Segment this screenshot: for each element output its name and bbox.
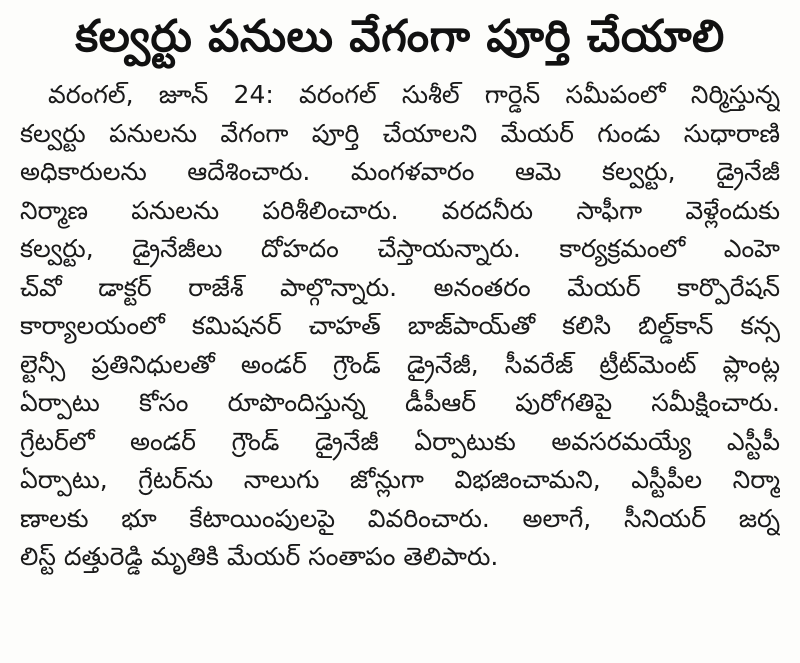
article-line-3: అధికారులను ఆదేశించారు. మంగళవారం ఆమె కల్వర్టు, డ్రైనేజీ: [20, 157, 780, 186]
article-line-7: కార్యాలయంలో కమిషనర్ చాహత్ బాజ్‌పాయ్‌తో కలిసి బిల్డ్‌కాన్ కన్స: [20, 311, 780, 340]
article-line-13: లిస్ట్ దత్తురెడ్డి మృతికి మేయర్ సంతాపం తెలిపారు.: [20, 542, 499, 571]
article-line-1: వరంగల్, జూన్ 24: వరంగల్ సుశీల్ గార్డెన్ సమీపంలో నిర్మిస్తున్న: [48, 80, 780, 109]
article-line-4: నిర్మాణ పనులను పరిశీలించారు. వరదనీరు సాఫీగా వెళ్లేందుకు: [20, 195, 780, 225]
article-line-8: ల్టెన్సీ ప్రతినిధులతో అండర్ గ్రౌండ్ డ్రైనేజీ, సీవరేజ్ ట్రీట్‌మెంట్ ప్లాంట్ల: [20, 349, 780, 379]
article-body: [20, 76, 780, 577]
article-line-11: ఏర్పాటు, గ్రేటర్‌ను నాలుగు జోన్లుగా విభజించామని, ఎస్టీపీల నిర్మా: [20, 465, 780, 494]
article-line-12: ణాలకు భూ కేటాయింపులపై వివరించారు. అలాగే, సీనియర్ జర్న: [20, 503, 780, 533]
article-headline: కల్వర్టు పనులు వేగంగా పూర్తి చేయాలి: [75, 11, 725, 62]
article-line-10: గ్రేటర్‌లో అండర్ గ్రౌండ్ డ్రైనేజీ ఏర్పాటుకు అవసరమయ్యే ఎస్టీపీ: [20, 426, 780, 456]
article-line-6: చ్‌వో డాక్టర్ రాజేశ్ పాల్గొన్నారు. అనంతరం మేయర్ కార్పొరేషన్: [20, 272, 780, 302]
article-line-2: కల్వర్టు పనులను వేగంగా పూర్తి చేయాలని మేయర్ గుండు సుధారాణి: [20, 118, 780, 148]
article-line-9: ఏర్పాటు కోసం రూపొందిస్తున్న డీపీఆర్ పురోగతిపై సమీక్షించారు.: [20, 388, 780, 417]
article-line-5: కల్వర్టు, డ్రైనేజీలు దోహదం చేస్తాయన్నారు. కార్యక్రమంలో ఎంహె: [20, 234, 780, 263]
